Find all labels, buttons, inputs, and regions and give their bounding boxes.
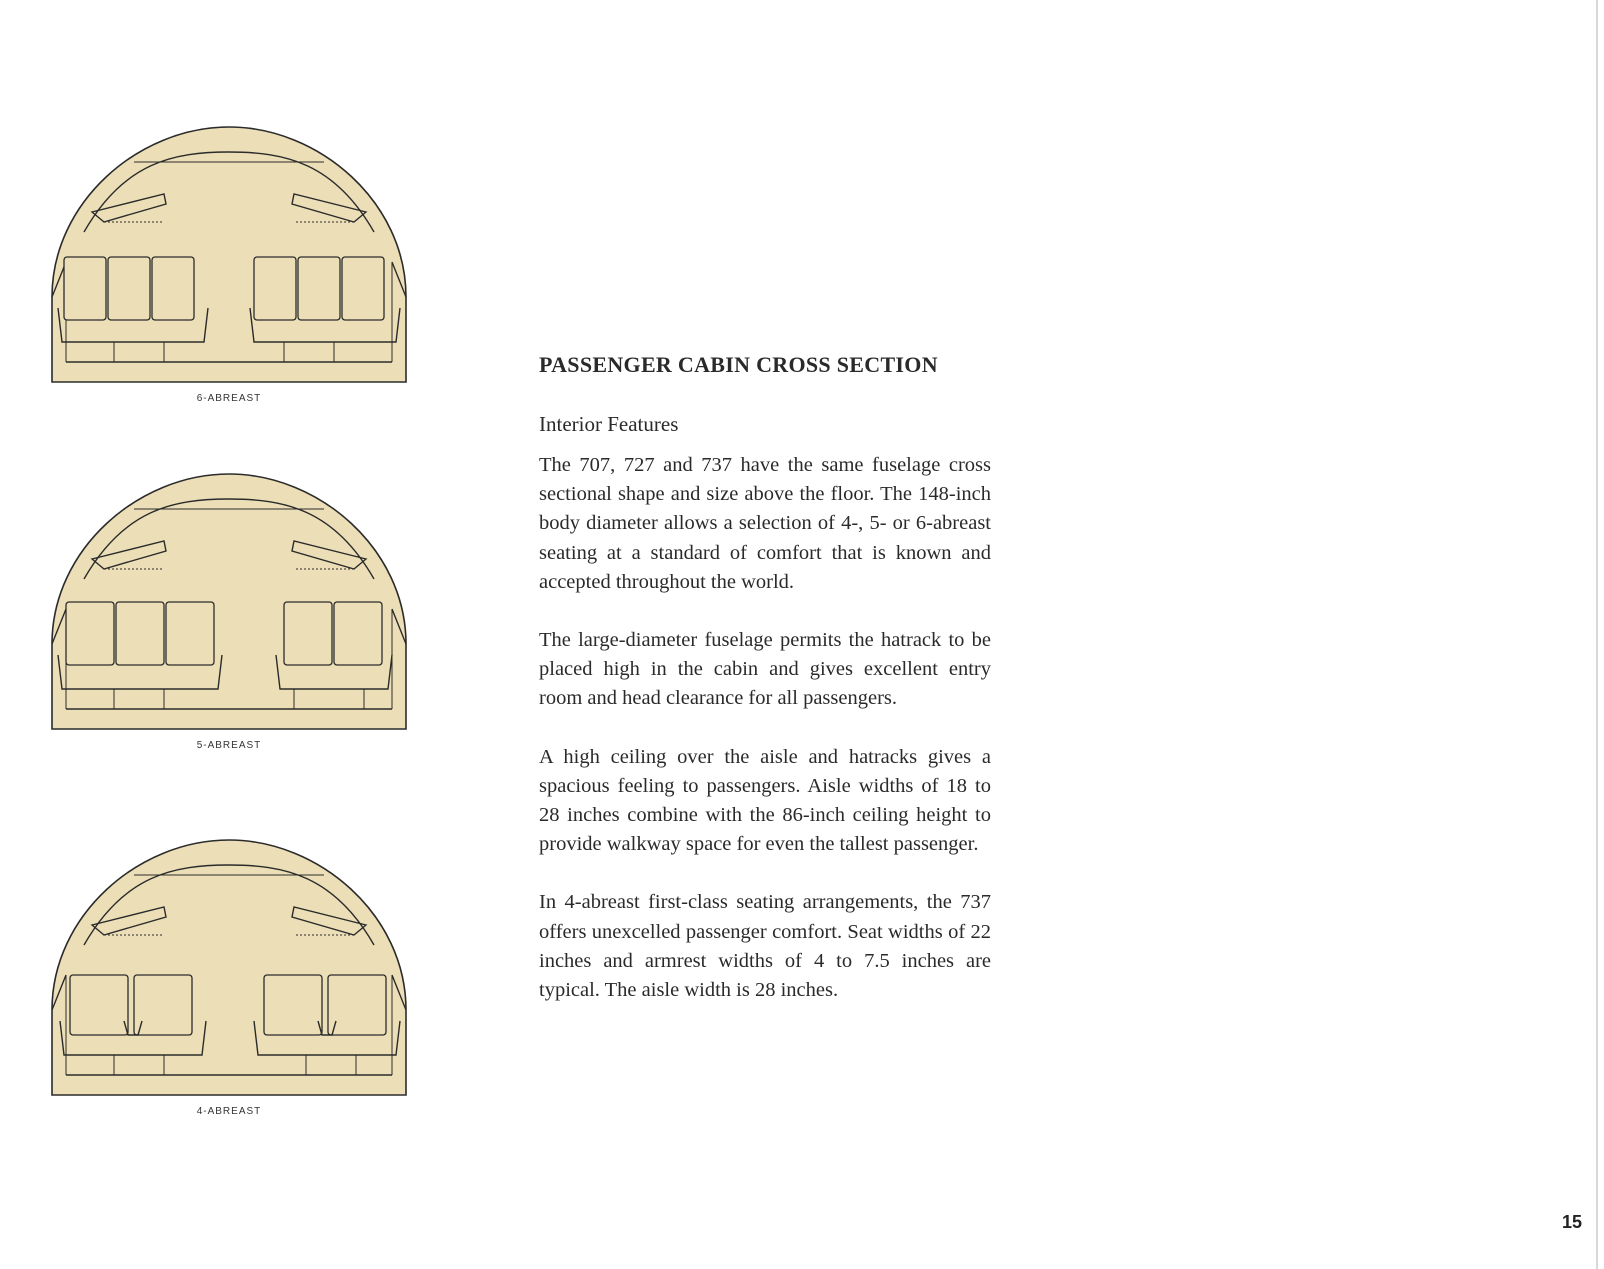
cabin-figure-5-abreast [44, 469, 414, 751]
cabin-cross-section-4-abreast [44, 835, 414, 1100]
paragraph: In 4-abreast first-class seating arrangements, the 737 offers unexcelled passenger comfort. Seat widths of 22 inches and armrest widths of 4 to 7.5 inches are typical. The aisle width is 28 inches. [539, 891, 991, 1002]
cabin-figure-4-abreast [44, 835, 414, 1117]
figure-caption: 6-ABREAST [196, 393, 262, 404]
section-heading: PASSENGER CABIN CROSS SECTION [539, 352, 938, 377]
cabin-cross-section-5-abreast [44, 469, 414, 734]
paragraph: The large-diameter fuselage permits the hatrack to be placed high in the cabin and gives excellent entry room and head clearance for all passengers. [539, 629, 991, 710]
paragraph: The 707, 727 and 737 have the same fuselage cross sectional shape and size above the floor. The 148-inch body diameter allows a selection of 4-, 5- or 6-abreast seating at a standard of comfort that is known and accepted throughout the world. [539, 454, 991, 593]
cabin-cross-section-6-abreast [44, 122, 414, 387]
paragraph: A high ceiling over the aisle and hatracks gives a spacious feeling to passengers. Aisle widths of 18 to 28 inches combine with the 86-inch ceiling height to provide walkway space for even the tallest passenger. [539, 745, 991, 856]
cabin-figure-6-abreast [44, 122, 414, 404]
page-number: 15 [1561, 1212, 1582, 1232]
text-column [539, 352, 991, 1034]
figure-caption: 5-ABREAST [196, 740, 262, 751]
page-edge [1596, 0, 1598, 1269]
figure-caption: 4-ABREAST [196, 1106, 262, 1117]
section-subheading: Interior Features [539, 412, 679, 436]
